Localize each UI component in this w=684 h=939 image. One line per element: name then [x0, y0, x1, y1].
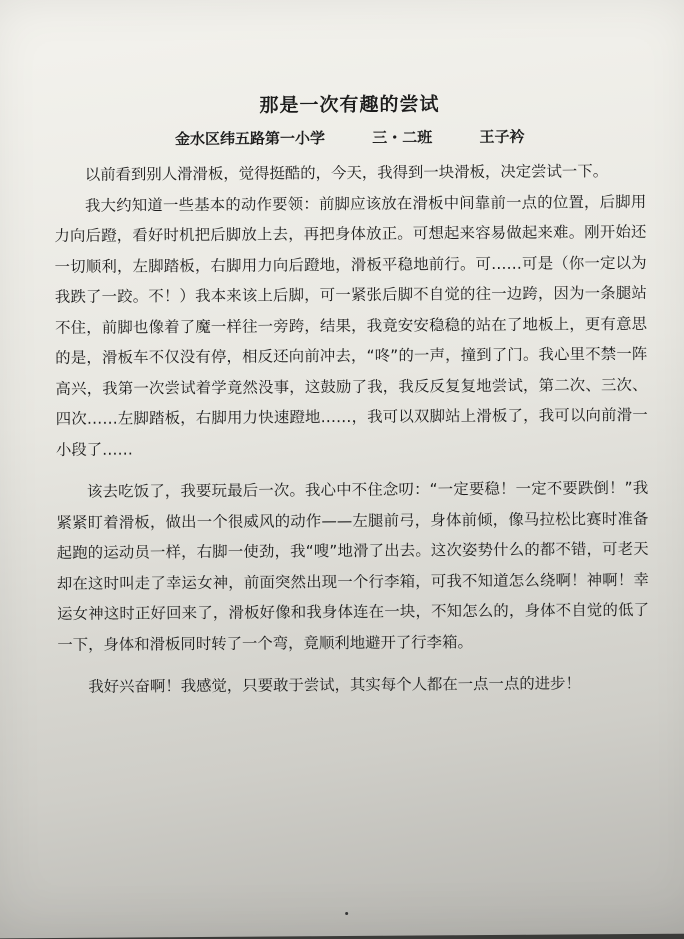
- essay-body: [53, 88, 649, 703]
- class-name: 三・二班: [372, 128, 433, 147]
- paragraph-1: 以前看到别人滑滑板，觉得挺酷的，今天，我得到一块滑板，决定尝试一下。: [84, 162, 609, 184]
- byline: [54, 125, 646, 150]
- school-name: 金水区纬五路第一小学: [174, 129, 326, 149]
- paragraph-3: 该去吃饭了，我要玩最后一次。我心中不住念叨：“一定要稳！一定不要跌倒！”我紧紧盯着滑板，做出一个很威风的动作——左腿前弓，身体前倾，像马拉松比赛时准备起跑的运动员一样，右脚一使劲，我“嗖”地滑了出去。这次姿势什么的都不错，可老天却在这时叫走了幸运女神，前面突然出现一个行李箱，可我不知道怎么绕啊！神啊！幸运女神这时正好回来了，滑板好像和我身体连在一块，不知怎么的，身体不自觉的低了一下，身体和滑板同时转了一个弯，竟顺利地避开了行李箱。: [56, 478, 650, 654]
- paragraph-4: 我好兴奋啊！我感觉，只要敢于尝试，其实每个人都在一点一点的进步！: [88, 674, 581, 696]
- page-number-mark: [345, 912, 348, 915]
- paragraph-2: 我大约知道一些基本的动作要领：前脚应该放在滑板中间靠前一点的位置，后脚用力向后蹬，看好时机把后脚放上去，再把身体放正。可想起来容易做起来难。刚开始还一切顺利，左脚踏板，右脚用力向后蹬地，滑板平稳地前行。可……可是（你一定以为我跌了一跤。不！）我本来该上后脚，可一紧张后脚不自觉的往一边跨，因为一条腿站不住，前脚也像着了魔一样往一旁跨，结果，我竟安安稳稳的站在了地板上，更有意思的是，滑板车不仅没有停，相反还向前冲去，“咚”的一声，撞到了门。我心里不禁一阵高兴，我第一次尝试着学竟然没事，这鼓励了我，我反反复复地尝试，第二次、三次、四次……左脚踏板，右脚用力快速蹬地……，我可以双脚站上滑板了，我可以向前滑一小段了……: [54, 192, 648, 459]
- author-name: 王子衿: [479, 127, 525, 147]
- essay-title: 那是一次有趣的尝试: [259, 93, 440, 117]
